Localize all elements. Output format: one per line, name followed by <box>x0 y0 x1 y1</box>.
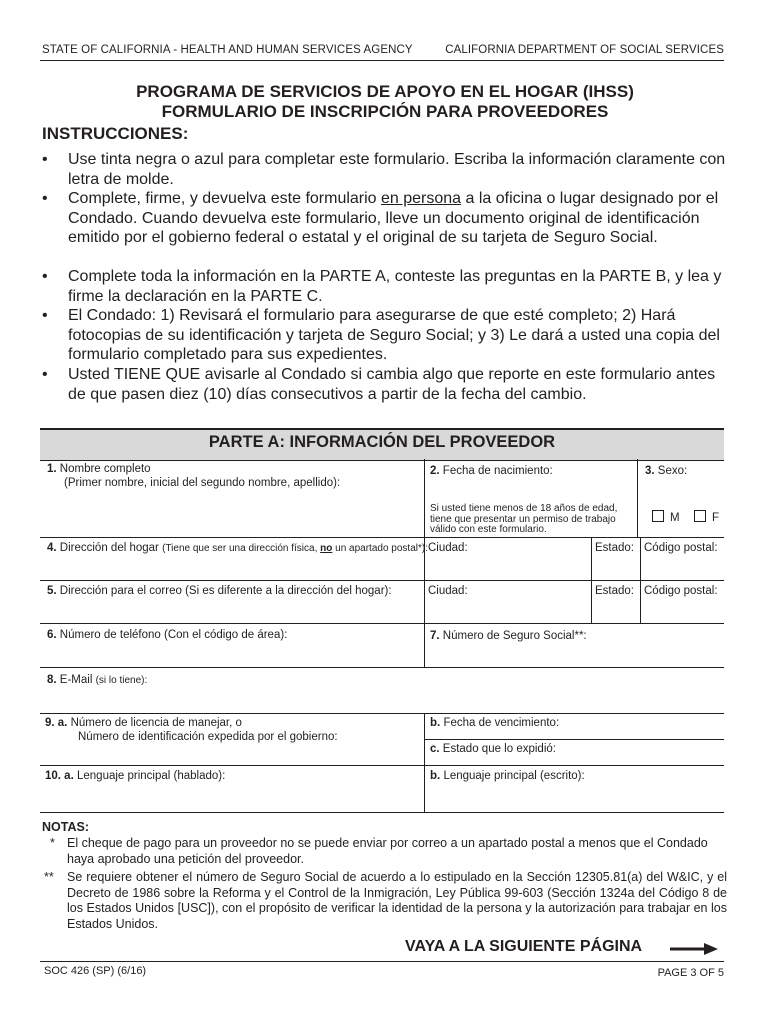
form-id: SOC 426 (SP) (6/16) <box>44 965 147 977</box>
license-label: Número de licencia de manejar, o <box>70 717 242 729</box>
field-number: 4. <box>47 542 57 554</box>
full-name-field[interactable] <box>47 462 151 476</box>
bullet: • <box>42 366 48 383</box>
gov-id-sublabel: Número de identificación expedida por el gobierno: <box>78 731 338 743</box>
home-address-field[interactable] <box>47 541 428 556</box>
instruction-text-part: a la oficina o lugar designado por el Condado. Cuando devuelva este formulario, lleve un documento original de identificación emitido por el gobierno federal o estatal y el original de su tarjeta de Seguro Social. <box>68 190 719 247</box>
field-number: 7. <box>430 630 440 642</box>
field-number: 6. <box>47 629 57 641</box>
home-address-note <box>162 543 428 554</box>
row-rule <box>40 667 724 668</box>
field-number: c. <box>430 743 440 755</box>
mailing-state-label[interactable]: Estado: <box>595 585 634 597</box>
home-address-label: Dirección del hogar <box>59 542 159 554</box>
sex-label: Sexo: <box>657 465 688 477</box>
male-label: M <box>670 512 680 524</box>
ssn-field[interactable] <box>430 629 587 643</box>
field-number: 10. a. <box>45 770 74 782</box>
bullet: • <box>42 268 48 285</box>
column-rule <box>424 713 425 812</box>
row-rule <box>424 739 724 740</box>
form-title: FORMULARIO DE INSCRIPCIÓN PARA PROVEEDORES <box>161 102 609 121</box>
department-header: CALIFORNIA DEPARTMENT OF SOCIAL SERVICES <box>445 44 724 56</box>
sex-female-option[interactable] <box>694 510 719 525</box>
note-mark: * <box>50 836 55 850</box>
expiration-date-label: Fecha de vencimiento: <box>443 717 560 729</box>
column-rule <box>424 623 425 667</box>
spoken-language-label: Lenguaje principal (hablado): <box>76 770 226 782</box>
instruction-text: Use tinta negra o azul para completar este formulario. Escriba la información claramente con letra de molde. <box>68 151 726 188</box>
agency-header: STATE OF CALIFORNIA - HEALTH AND HUMAN SERVICES AGENCY <box>42 44 413 56</box>
row-rule <box>40 580 724 581</box>
expiration-date-field[interactable] <box>430 716 559 730</box>
field-number: b. <box>430 717 441 729</box>
mailing-address-field[interactable] <box>47 584 392 598</box>
part-a-title: PARTE A: INFORMACIÓN DEL PROVEEDOR <box>208 433 556 451</box>
row-rule <box>40 713 724 714</box>
instruction-text <box>68 189 728 248</box>
footer-rule <box>40 961 724 962</box>
column-rule <box>640 537 641 623</box>
female-checkbox[interactable] <box>694 510 706 522</box>
row-rule <box>40 812 724 813</box>
instruction-text: El Condado: 1) Revisará el formulario para asegurarse de que esté completo; 2) Hará fotocopias de su identificación y tarjeta de Seguro Social; y 3) Le dará a usted una copia del formulario completado para sus expedientes. <box>68 307 720 364</box>
mailing-zip-label[interactable]: Código postal: <box>644 585 718 597</box>
row-rule <box>40 623 724 624</box>
row-rule <box>40 765 724 766</box>
home-zip-label[interactable]: Código postal: <box>644 542 718 554</box>
sex-field <box>645 464 687 478</box>
column-rule <box>424 459 425 537</box>
field-number: 9. a. <box>45 717 68 729</box>
header-rule <box>40 60 724 61</box>
written-language-label: Lenguaje principal (escrito): <box>443 770 585 782</box>
row-rule <box>40 537 724 538</box>
issuing-state-field[interactable] <box>430 742 556 756</box>
email-note: (si lo tiene): <box>95 675 148 686</box>
spoken-language-field[interactable] <box>45 769 225 783</box>
in-person-emphasis: en persona <box>381 190 462 207</box>
female-label: F <box>712 512 720 524</box>
bullet: • <box>42 190 48 207</box>
column-rule <box>637 459 638 537</box>
arrow-right-icon <box>670 942 718 956</box>
program-title: PROGRAMA DE SERVICIOS DE APOYO EN EL HOGAR (IHSS) <box>136 82 634 101</box>
note-part: (Tiene que ser una dirección física, <box>162 543 321 554</box>
field-number: b. <box>430 770 441 782</box>
ssn-note: Se requiere obtener el número de Seguro Social de acuerdo a lo estipulado en la Sección 12305.81(a) del W&IC, y el Decreto de 1986 sobre la Reforma y el Control de la Inmigración, Ley Pública 99-603 (Sección 1324a del Código 8 de los Estados Unidos [USC]), con el propósito de verificar la identidad de la persona y la autorización para trabajar en los Estados Unidos. <box>67 870 727 931</box>
email-field[interactable] <box>47 673 147 688</box>
birth-date-label: Fecha de nacimiento: <box>442 465 553 477</box>
no-emphasis: no <box>320 543 333 554</box>
mailing-address-label: Dirección para el correo (Si es diferente a la dirección del hogar): <box>59 585 392 597</box>
ssn-label: Número de Seguro Social**: <box>442 630 587 642</box>
phone-label: Número de teléfono (Con el código de área): <box>59 629 288 641</box>
email-label: E-Mail <box>59 674 93 686</box>
instruction-text-part: Complete, firme, y devuelva este formulario <box>68 190 382 207</box>
notes-heading: NOTAS: <box>42 820 89 834</box>
birth-date-field[interactable] <box>430 464 553 478</box>
instruction-text: Usted TIENE QUE avisarle al Condado si cambia algo que reporte en este formulario antes de que pasen diez (10) días consecutivos a partir de la fecha del cambio. <box>68 366 716 403</box>
instructions-heading: INSTRUCCIONES: <box>42 124 189 143</box>
field-number: 8. <box>47 674 57 686</box>
home-state-label[interactable]: Estado: <box>595 542 634 554</box>
full-name-label: Nombre completo <box>59 463 151 475</box>
minor-work-permit-note: Si usted tiene menos de 18 años de edad, tiene que presentar un permiso de trabajo válido con este formulario. <box>430 503 618 535</box>
instruction-text: Complete toda la información en la PARTE A, conteste las preguntas en la PARTE B, y lea y firme la declaración en la PARTE C. <box>68 268 722 305</box>
full-name-sublabel: (Primer nombre, inicial del segundo nombre, apellido): <box>64 477 341 489</box>
sex-male-option[interactable] <box>652 510 680 525</box>
license-field[interactable] <box>45 716 242 730</box>
mailing-city-label[interactable]: Ciudad: <box>428 585 468 597</box>
bullet: • <box>42 151 48 168</box>
note-part: un apartado postal*): <box>332 543 428 554</box>
bullet: • <box>42 307 48 324</box>
phone-field[interactable] <box>47 628 287 642</box>
column-rule <box>591 537 592 623</box>
next-page-label: VAYA A LA SIGUIENTE PÁGINA <box>405 938 643 955</box>
written-language-field[interactable] <box>430 769 585 783</box>
field-number: 2. <box>430 465 440 477</box>
male-checkbox[interactable] <box>652 510 664 522</box>
page-number: PAGE 3 OF 5 <box>657 967 724 979</box>
home-city-label[interactable]: Ciudad: <box>428 542 468 554</box>
issuing-state-label: Estado que lo expidió: <box>442 743 556 755</box>
field-number: 5. <box>47 585 57 597</box>
field-number: 3. <box>645 465 655 477</box>
field-number: 1. <box>47 463 57 475</box>
note-mark: ** <box>44 870 54 884</box>
po-box-note: El cheque de pago para un proveedor no se puede enviar por correo a un apartado postal a menos que el Condado haya aprobado una petición del proveedor. <box>67 836 708 866</box>
